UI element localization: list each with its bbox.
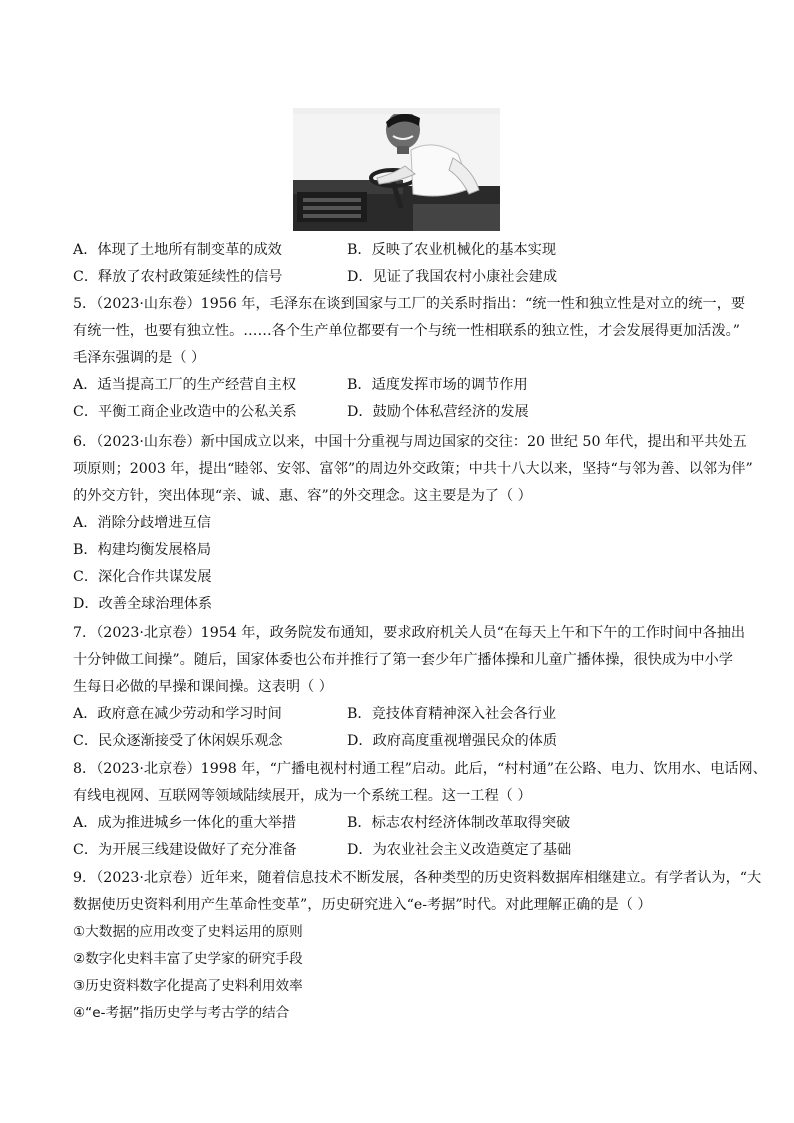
q5-option-c[interactable]: C．平衡工商企业改造中的公私关系 — [73, 404, 297, 420]
q9-statement-2: ②数字化史料丰富了史学家的研究手段 — [73, 951, 303, 967]
q5-option-a[interactable]: A．适当提高工厂的生产经营自主权 — [73, 377, 297, 393]
photo-option-b[interactable]: B．反映了农业机械化的基本实现 — [347, 242, 557, 258]
tractor-photo-illustration — [293, 108, 500, 231]
q6-stem-line-2: 项原则；2003 年，提出“睦邻、安邻、富邻”的周边外交政策；中共十八大以来，坚持“与邻为善、以邻为伴” — [73, 461, 753, 477]
tractor-photo — [293, 108, 500, 231]
photo-option-a[interactable]: A．体现了土地所有制变革的成效 — [73, 242, 282, 258]
photo-option-d[interactable]: D．见证了我国农村小康社会建成 — [347, 269, 558, 285]
q7-option-b[interactable]: B．竞技体育精神深入社会各行业 — [347, 706, 557, 722]
q6-stem-line-3: 的外交方针，突出体现“亲、诚、惠、容”的外交理念。这主要是为了（ ） — [73, 488, 532, 504]
q5-stem-line-2: 有统一性，也要有独立性。……各个生产单位都要有一个与统一性相联系的独立性，才会发展得更加活泼。” — [73, 323, 740, 339]
q7-stem-line-1: 7．（2023·北京卷）1954 年，政务院发布通知，要求政府机关人员“在每天上午和下午的工作时间中各抽出 — [73, 625, 746, 641]
q9-statement-1: ①大数据的应用改变了史料运用的原则 — [73, 924, 303, 940]
q9-statement-3: ③历史资料数字化提高了史料利用效率 — [73, 978, 303, 994]
q5-option-d[interactable]: D．鼓励个体私营经济的发展 — [347, 404, 529, 420]
q6-stem-line-1: 6．（2023·山东卷）新中国成立以来，中国十分重视与周边国家的交往：20 世纪 50 年代，提出和平共处五 — [73, 434, 747, 450]
photo-option-c[interactable]: C．释放了农村政策延续性的信号 — [73, 269, 283, 285]
q7-stem-line-3: 生每日必做的早操和课间操。这表明（ ） — [73, 679, 333, 695]
q9-statement-4: ④“e-考据”指历史学与考古学的结合 — [73, 1005, 290, 1021]
q9-stem-line-2: 数据使历史资料利用产生革命性变革”，历史研究进入“e-考据”时代。对此理解正确的是（ ） — [73, 897, 652, 913]
q7-option-a[interactable]: A．政府意在减少劳动和学习时间 — [73, 706, 282, 722]
q5-option-b[interactable]: B．适度发挥市场的调节作用 — [347, 377, 528, 393]
q9-stem-line-1: 9．（2023·北京卷）近年来，随着信息技术不断发展，各种类型的历史资料数据库相继建立。有学者认为，“大 — [73, 870, 762, 886]
q8-option-d[interactable]: D．为农业社会主义改造奠定了基础 — [347, 842, 572, 858]
q8-option-a[interactable]: A．成为推进城乡一体化的重大举措 — [73, 815, 297, 831]
q5-stem-line-1: 5．（2023·山东卷）1956 年，毛泽东在谈到国家与工厂的关系时指出：“统一性和独立性是对立的统一，要 — [73, 296, 746, 312]
q8-stem-line-1: 8．（2023·北京卷）1998 年，“广播电视村村通工程”启动。此后，“村村通”在公路、电力、饮用水、电话网、 — [73, 761, 767, 777]
q7-stem-line-2: 十分钟做工间操”。随后，国家体委也公布并推行了第一套少年广播体操和儿童广播体操，很快成为中小学 — [73, 652, 733, 668]
q7-option-d[interactable]: D．政府高度重视增强民众的体质 — [347, 733, 558, 749]
q5-stem-line-3: 毛泽东强调的是（ ） — [73, 350, 206, 366]
q6-option-c[interactable]: C．深化合作共谋发展 — [73, 569, 212, 585]
q8-option-c[interactable]: C．为开展三线建设做好了充分准备 — [73, 842, 297, 858]
q6-option-d[interactable]: D．改善全球治理体系 — [73, 596, 213, 612]
q6-option-b[interactable]: B．构建均衡发展格局 — [73, 542, 212, 558]
q6-option-a[interactable]: A．消除分歧增进互信 — [73, 515, 211, 531]
q8-stem-line-2: 有线电视网、互联网等领域陆续展开，成为一个系统工程。这一工程（ ） — [73, 788, 532, 804]
q8-option-b[interactable]: B．标志农村经济体制改革取得突破 — [347, 815, 571, 831]
q7-option-c[interactable]: C．民众逐渐接受了休闲娱乐观念 — [73, 733, 283, 749]
